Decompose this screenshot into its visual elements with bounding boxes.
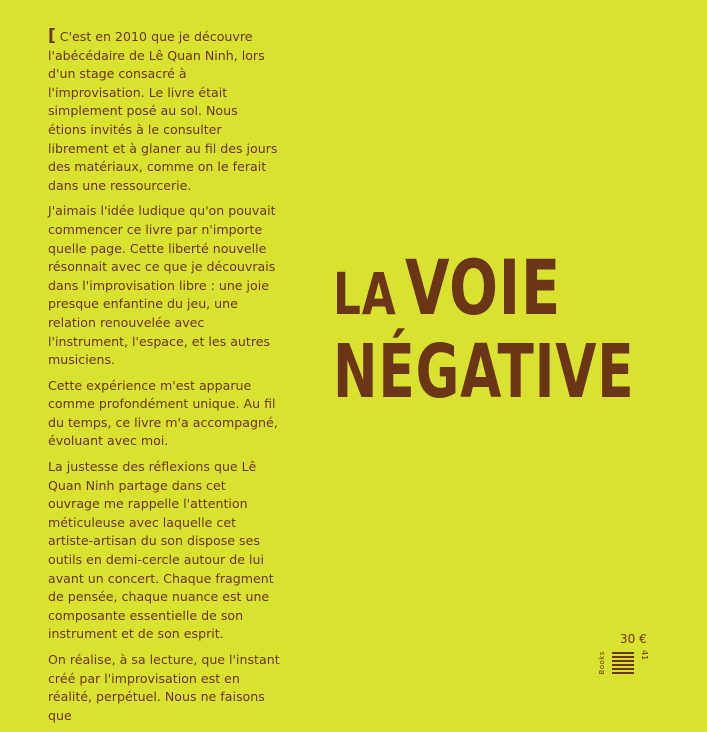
opening-bracket: [ xyxy=(48,26,56,46)
barcode-bar xyxy=(612,672,634,674)
blurb-paragraph-text: C'est en 2010 que je découvre l'abécédaire de Lê Quan Ninh, lors d'un stage consacré à l'improvisation. Le livre était simplement posé au sol. Nous étions invités à le consulter librement et à glaner au fil des jours des matériaux, comme on le ferait dans une ressourcerie. xyxy=(48,29,278,193)
book-title xyxy=(333,243,673,415)
barcode-bar xyxy=(612,664,634,666)
publisher-label: Books xyxy=(598,651,606,675)
back-cover-blurb xyxy=(48,28,280,732)
barcode-bar xyxy=(612,660,634,662)
barcode-bar xyxy=(612,668,634,670)
blurb-paragraph: J'aimais l'idée ludique qu'on pouvait commencer ce livre par n'importe quelle page. Cette liberté nouvelle résonnait avec ce que je découvrais dans l'improvisation libre : une joie presque enfantine du jeu, une relation renouvelée avec l'instrument, l'espace, et les autres musiciens. xyxy=(48,203,276,368)
title-article: LA xyxy=(333,260,397,328)
blurb-paragraph: On réalise, à sa lecture, que l'instant créé par l'improvisation est en réalité, perpétuel. Nous ne faisons que xyxy=(48,652,280,723)
title-word-voie: VOIE xyxy=(404,243,562,332)
title-line-1 xyxy=(333,244,619,338)
barcode-bar xyxy=(612,656,634,658)
barcode-bar xyxy=(612,652,634,654)
blurb-paragraph: Cette expérience m'est apparue comme profondément unique. Au fil du temps, ce livre m'a accompagné, évoluant avec moi. xyxy=(48,377,278,449)
barcode-number: 41 xyxy=(640,650,649,661)
blurb-paragraph xyxy=(48,28,280,195)
title-line-2: NÉGATIVE xyxy=(333,329,635,415)
blurb-paragraph: La justesse des réflexions que Lê Quan Ninh partage dans cet ouvrage me rappelle l'attention méticuleuse avec laquelle cet artiste-artisan du son dispose ses outils en demi-cercle autour de lui avant un concert. Chaque fragment de pensée, chaque nuance est une composante essentielle de son instrument et de son esprit. xyxy=(48,459,274,642)
price-label: 30 € xyxy=(620,632,647,646)
barcode xyxy=(612,652,642,675)
